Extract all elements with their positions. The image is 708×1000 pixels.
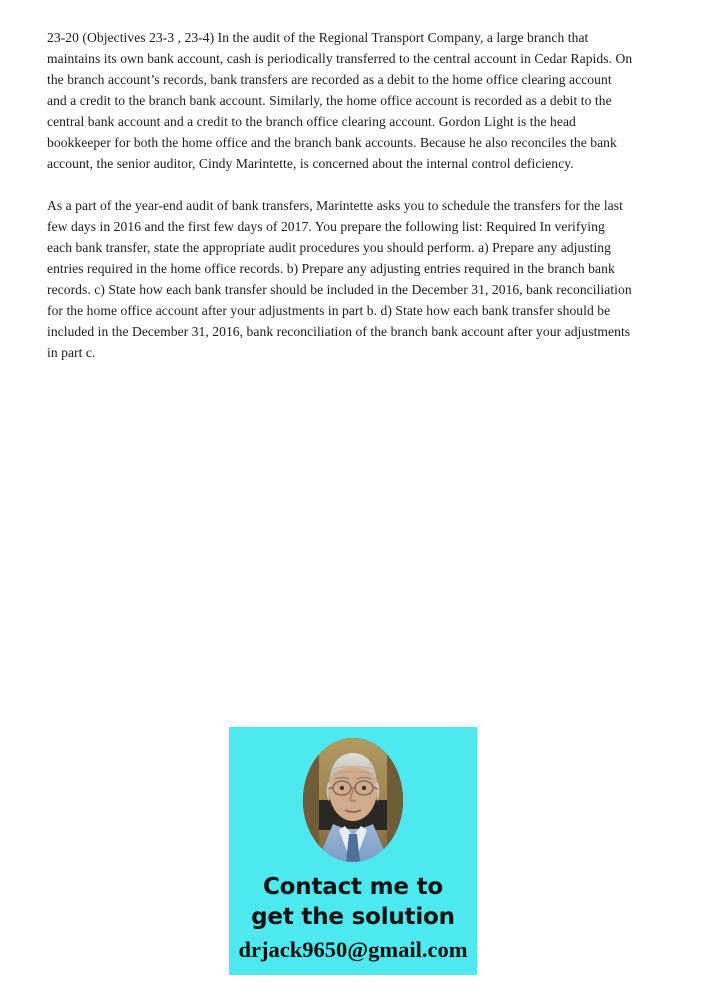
ad-headline-line-2: get the solution [251, 904, 455, 930]
ad-email-address[interactable]: drjack9650@gmail.com [238, 937, 468, 962]
contact-advertisement-card[interactable] [229, 727, 477, 975]
portrait-photo [303, 738, 403, 862]
ad-headline-line-1: Contact me to [263, 874, 443, 900]
ad-headline [251, 872, 455, 932]
paragraph-1: 23-20 (Objectives 23-3 , 23-4) In the audit of the Regional Transport Company, a large branch that maintains its own bank account, cash is periodically transferred to the central account in Cedar Rapids. On the branch account’s records, bank transfers are recorded as a debit to the home office clearing account and a credit to the branch bank account. Similarly, the home office account is recorded as a debit to the central bank account and a credit to the branch office clearing account. Gordon Light is the head bookkeeper for both the home office and the branch bank accounts. Because he also reconciles the bank account, the senior auditor, Cindy Marintette, is concerned about the internal control deficiency. [47, 30, 633, 171]
paragraph-2: As a part of the year-end audit of bank transfers, Marintette asks you to schedule the transfers for the last few days in 2016 and the first few days of 2017. You prepare the following list: Required In verifying each bank transfer, state the appropriate audit procedures you should perform. a) Prepare any adjusting entries required in the home office records. b) Prepare any adjusting entries required in the branch bank records. c) State how each bank transfer should be included in the December 31, 2016, bank reconciliation for the home office account after your adjustments in part b. d) State how each bank transfer should be included in the December 31, 2016, bank reconciliation of the branch bank account after your adjustments in part c. [47, 198, 632, 360]
document-text-body [47, 27, 633, 363]
